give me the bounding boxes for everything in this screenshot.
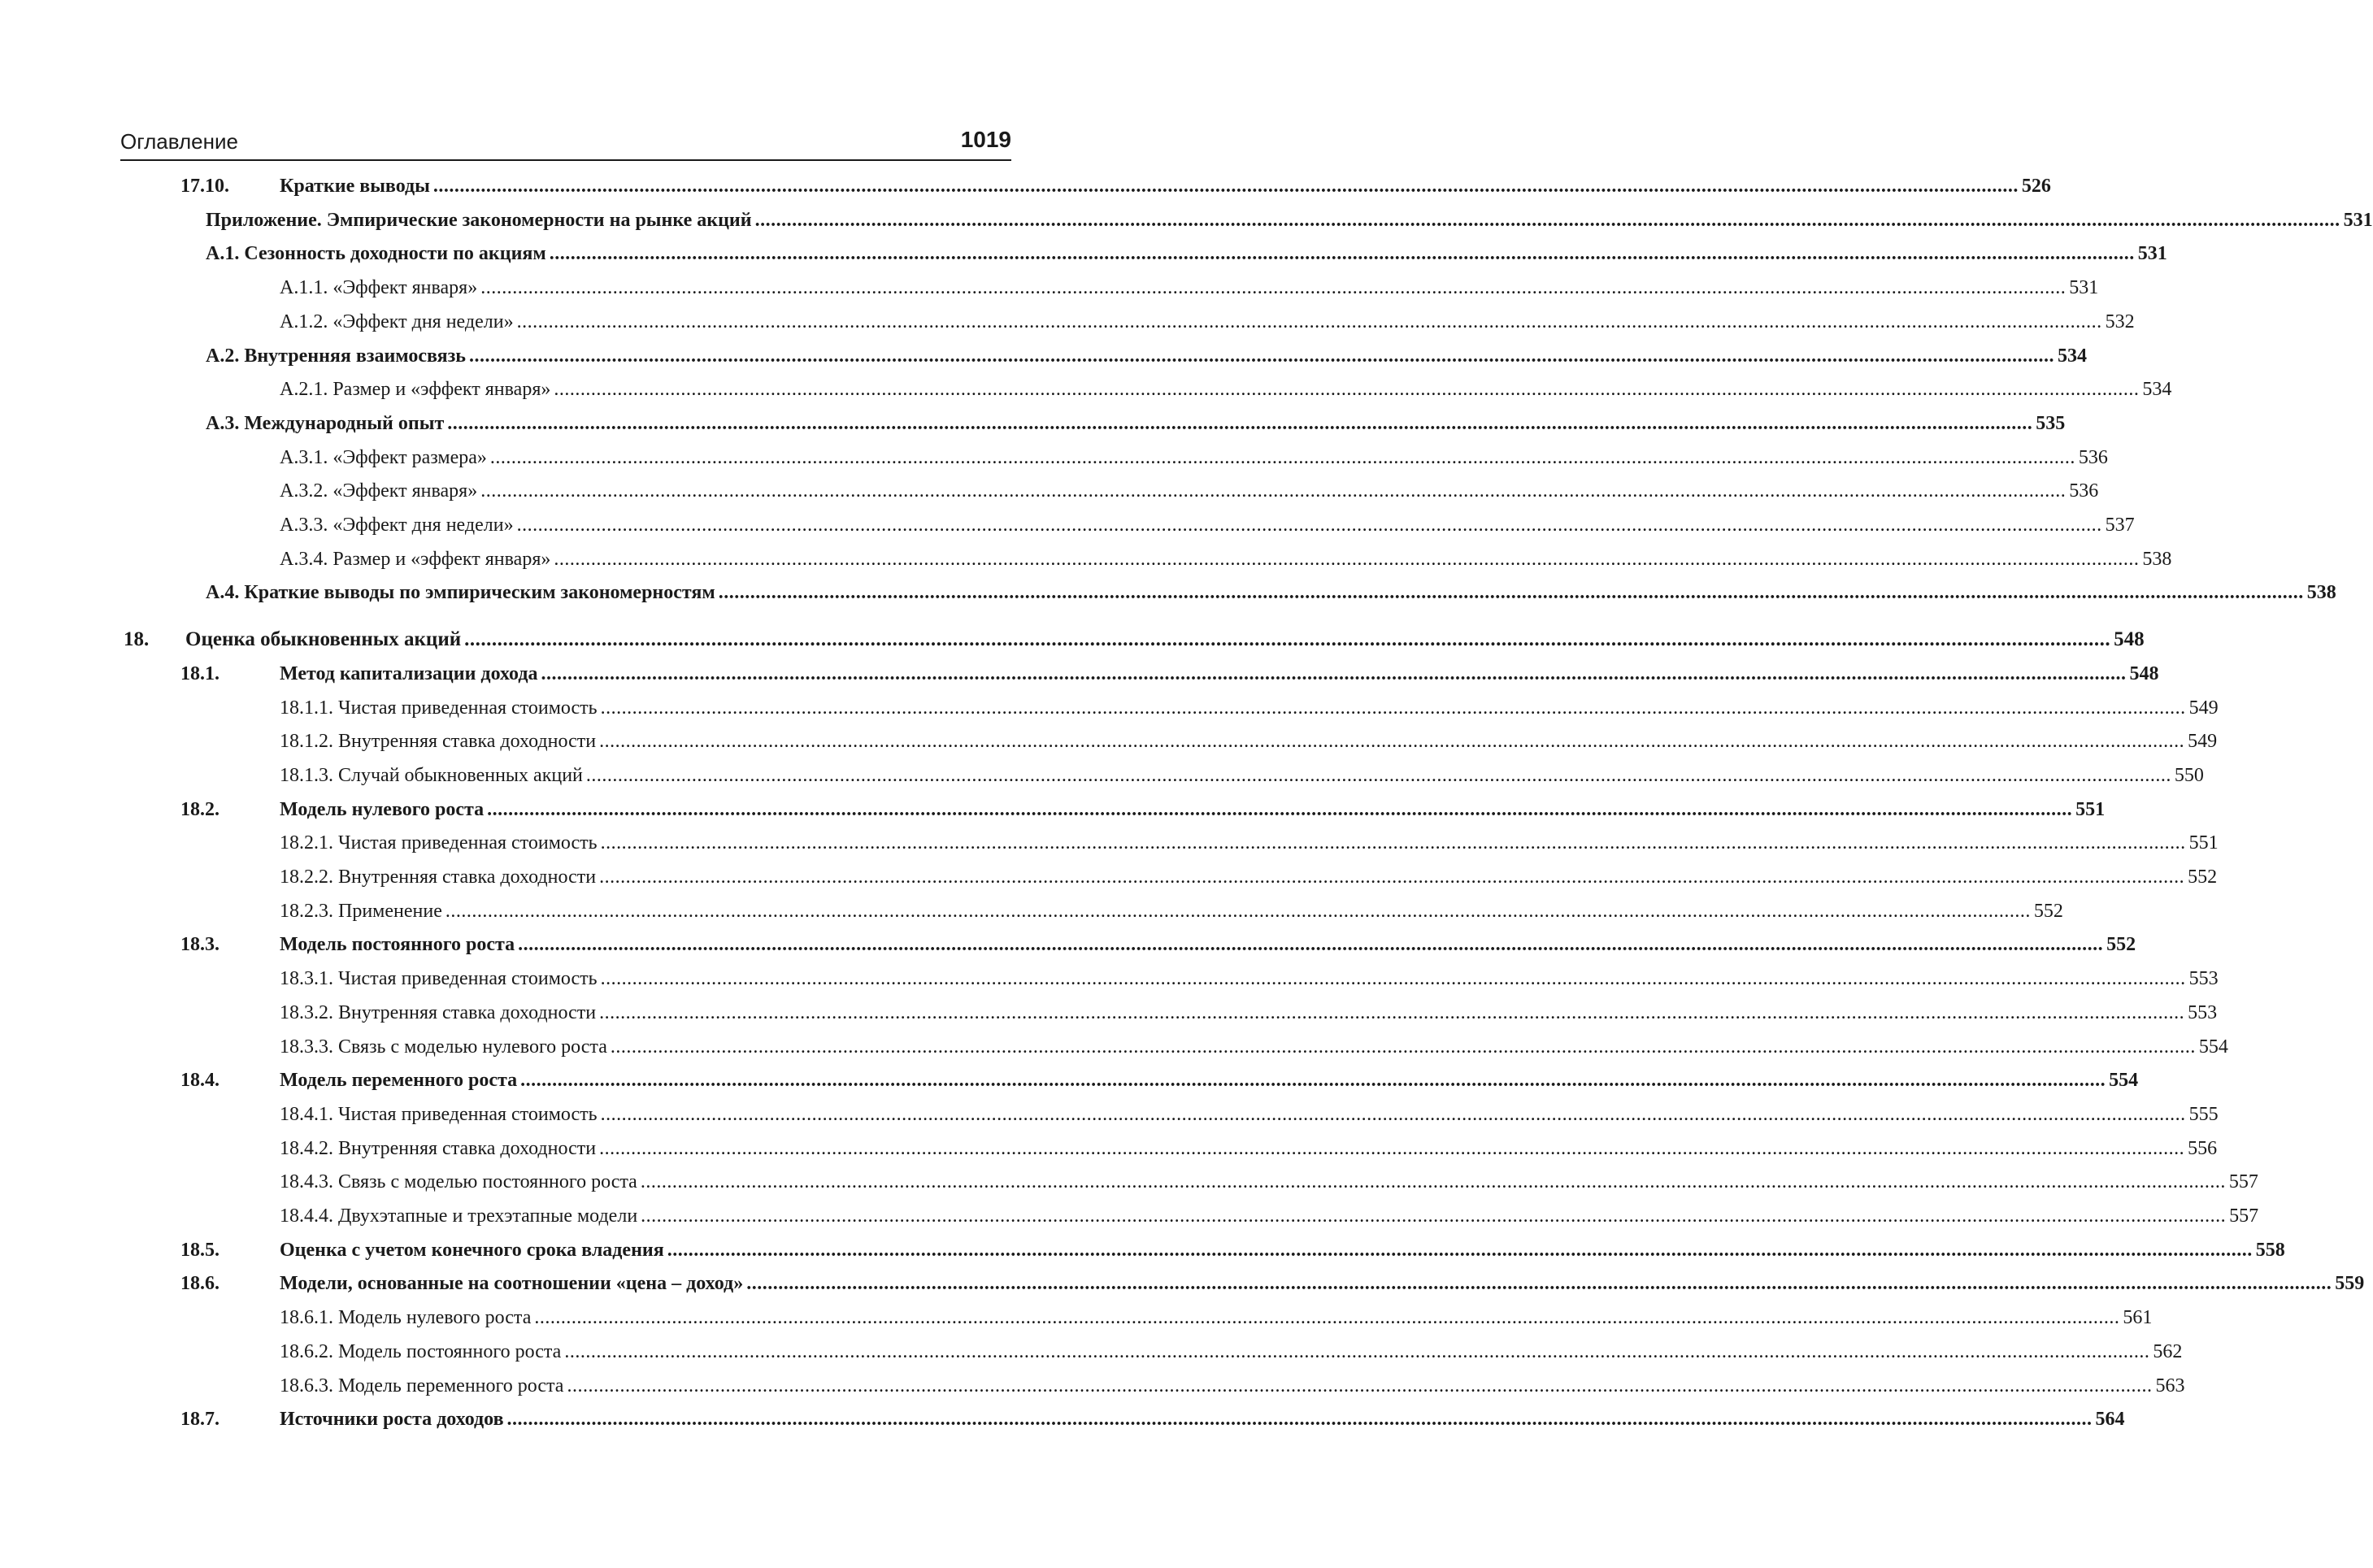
toc-entry-title: 18.1.1. Чистая приведенная стоимость <box>280 697 598 719</box>
toc-entry-page: 554 <box>2198 1036 2228 1058</box>
toc-entry-page: 556 <box>2188 1137 2218 1159</box>
toc-entry <box>0 1032 2228 1062</box>
toc-entry <box>0 476 2099 506</box>
toc-entry <box>0 1066 2139 1095</box>
toc-entry <box>0 1167 2258 1197</box>
toc-entry-page: 548 <box>2129 662 2159 684</box>
toc-entry-title: Краткие выводы <box>280 176 430 197</box>
toc-entry <box>0 1303 2153 1332</box>
toc-entry-number: 18.6. <box>180 1273 219 1295</box>
dot-leader: ............................................................................................................................................................................................................................................................................................................ <box>567 1375 2153 1396</box>
toc-entry <box>0 341 2087 371</box>
dot-leader: ............................................................................................................................................................................................................................................................................................................ <box>754 209 2340 231</box>
toc-entry-page: 537 <box>2105 515 2135 536</box>
toc-entry-page: 554 <box>2109 1070 2139 1092</box>
toc-entry-page: 535 <box>2036 412 2066 434</box>
header-page-number: 1019 <box>960 127 1011 152</box>
dot-leader: ............................................................................................................................................................................................................................................................................................................ <box>599 731 2185 753</box>
toc-entry-title: А.2.1. Размер и «эффект января» <box>280 379 551 401</box>
toc-entry-title: А.4. Краткие выводы по эмпирическим закономерностям <box>206 582 715 604</box>
dot-leader: ............................................................................................................................................................................................................................................................................................................ <box>600 968 2186 990</box>
dot-leader: ............................................................................................................................................................................................................................................................................................................ <box>516 311 2102 332</box>
toc-entry-page: 526 <box>2021 176 2051 197</box>
toc-entry-title: А.3.3. «Эффект дня недели» <box>280 515 514 536</box>
toc-entry-page: 550 <box>2174 764 2204 786</box>
toc-entry-page: 538 <box>2142 548 2172 570</box>
toc-entry <box>0 625 2145 654</box>
dot-leader: ............................................................................................................................................................................................................................................................................................................ <box>554 548 2140 570</box>
dot-leader: ............................................................................................................................................................................................................................................................................................................ <box>600 1103 2186 1125</box>
dot-leader: ............................................................................................................................................................................................................................................................................................................ <box>640 1171 2226 1193</box>
toc-entry-page: 531 <box>2343 209 2373 231</box>
toc-entry <box>0 930 2136 959</box>
toc-entry <box>0 659 2159 688</box>
toc-entry <box>0 1134 2218 1163</box>
toc-entry <box>0 172 2051 201</box>
toc-entry-title: А.3.1. «Эффект размера» <box>280 446 487 468</box>
toc-entry-number: 18.5. <box>180 1239 219 1261</box>
toc-entry-page: 534 <box>2142 379 2172 401</box>
dot-leader: ............................................................................................................................................................................................................................................................................................................ <box>549 243 2135 265</box>
dot-leader: ............................................................................................................................................................................................................................................................................................................ <box>599 1001 2185 1023</box>
toc-entry-title: Метод капитализации дохода <box>280 662 538 684</box>
toc-entry-title: 18.4.3. Связь с моделью постоянного роста <box>280 1171 637 1193</box>
toc-entry <box>0 1201 2259 1231</box>
toc-entry-page: 558 <box>2255 1239 2285 1261</box>
toc-entry-title: Оценка обыкновенных акций <box>185 628 462 651</box>
dot-leader: ............................................................................................................................................................................................................................................................................................................ <box>506 1409 2093 1431</box>
toc-entry <box>0 1337 2183 1366</box>
toc-entry-page: 531 <box>2069 277 2099 299</box>
dot-leader: ............................................................................................................................................................................................................................................................................................................ <box>534 1307 2120 1329</box>
toc-entry-number: 18.2. <box>180 798 219 820</box>
toc-entry <box>0 206 2373 235</box>
toc-entry-number: 18.7. <box>180 1409 219 1431</box>
toc-entry-page: 552 <box>2033 900 2063 922</box>
toc-entry <box>0 1269 2365 1298</box>
dot-leader: ............................................................................................................................................................................................................................................................................................................ <box>480 277 2067 299</box>
toc-entry-title: 18.2.3. Применение <box>280 900 442 922</box>
dot-leader: ............................................................................................................................................................................................................................................................................................................ <box>585 764 2171 786</box>
toc-entry-page: 552 <box>2106 934 2136 956</box>
dot-leader: ............................................................................................................................................................................................................................................................................................................ <box>610 1036 2196 1058</box>
toc-entry <box>0 307 2135 337</box>
toc-entry <box>0 964 2219 993</box>
dot-leader: ............................................................................................................................................................................................................................................................................................................ <box>564 1340 2150 1362</box>
dot-leader: ............................................................................................................................................................................................................................................................................................................ <box>447 412 2033 434</box>
toc-entry-title: 18.4.4. Двухэтапные и трехэтапные модели <box>280 1205 638 1227</box>
toc-entry-number: 18. <box>124 628 150 651</box>
toc-entry <box>0 761 2204 790</box>
dot-leader: ............................................................................................................................................................................................................................................................................................................ <box>520 1070 2106 1092</box>
toc-entry-title: 18.6.2. Модель постоянного роста <box>280 1340 562 1362</box>
toc-entry-page: 549 <box>2188 697 2219 719</box>
toc-entry-page: 553 <box>2188 968 2219 990</box>
toc-entry-title: 18.3.3. Связь с моделью нулевого роста <box>280 1036 607 1058</box>
dot-leader: ............................................................................................................................................................................................................................................................................................................ <box>718 582 2304 604</box>
toc-entry-page: 562 <box>2153 1340 2183 1362</box>
dot-leader: ............................................................................................................................................................................................................................................................................................................ <box>432 176 2019 197</box>
dot-leader: ............................................................................................................................................................................................................................................................................................................ <box>746 1273 2332 1295</box>
dot-leader: ............................................................................................................................................................................................................................................................................................................ <box>516 515 2102 536</box>
toc-entry-page: 557 <box>2228 1171 2258 1193</box>
toc-entry-title: А.1. Сезонность доходности по акциям <box>206 243 546 265</box>
toc-entry-page: 552 <box>2188 867 2218 888</box>
toc-entry-page: 551 <box>2188 832 2219 854</box>
toc-entry-page: 534 <box>2057 345 2087 367</box>
toc-entry-title: Приложение. Эмпирические закономерности на рынке акций <box>206 209 752 231</box>
toc-entry-page: 538 <box>2306 582 2336 604</box>
toc-entry-page: 553 <box>2188 1001 2218 1023</box>
toc-entry <box>0 1236 2285 1265</box>
toc-entry <box>0 828 2219 858</box>
toc-entry <box>0 795 2106 824</box>
toc-entry <box>0 409 2066 438</box>
toc-entry <box>0 1100 2219 1129</box>
toc-entry-page: 563 <box>2155 1375 2185 1396</box>
toc-entry <box>0 578 2336 607</box>
toc-entry <box>0 510 2135 540</box>
toc-entry-title: А.1.2. «Эффект дня недели» <box>280 311 514 332</box>
toc-entry-number: 18.4. <box>180 1070 219 1092</box>
toc-entry-title: А.3.4. Размер и «эффект января» <box>280 548 551 570</box>
toc-entry-page: 549 <box>2188 731 2218 753</box>
toc-entry-page: 561 <box>2123 1307 2153 1329</box>
toc-entry <box>0 273 2099 302</box>
toc-entry-number: 18.1. <box>180 662 219 684</box>
toc-entry-page: 555 <box>2188 1103 2219 1125</box>
toc-entry <box>0 443 2108 472</box>
toc-entry <box>0 375 2172 404</box>
toc-entry-title: А.2. Внутренняя взаимосвязь <box>206 345 466 367</box>
toc-entry-title: 18.6.1. Модель нулевого роста <box>280 1307 532 1329</box>
toc-entry-title: 18.6.3. Модель переменного роста <box>280 1375 564 1396</box>
dot-leader: ............................................................................................................................................................................................................................................................................................................ <box>667 1239 2253 1261</box>
toc-entry-page: 536 <box>2078 446 2108 468</box>
toc-entry-page: 564 <box>2095 1409 2125 1431</box>
dot-leader: ............................................................................................................................................................................................................................................................................................................ <box>480 480 2067 502</box>
toc-entry-title: Оценка с учетом конечного срока владения <box>280 1239 664 1261</box>
toc-entry-title: Источники роста доходов <box>280 1409 504 1431</box>
toc-entry <box>0 897 2063 926</box>
toc-entry-number: 18.3. <box>180 934 219 956</box>
toc-entry-page: 551 <box>2075 798 2106 820</box>
toc-entry-title: А.3. Международный опыт <box>206 412 445 434</box>
toc-entry <box>0 862 2218 892</box>
dot-leader: ............................................................................................................................................................................................................................................................................................................ <box>600 697 2186 719</box>
toc-entry-page: 532 <box>2105 311 2135 332</box>
toc-entry-title: Модели, основанные на соотношении «цена – доход» <box>280 1273 744 1295</box>
toc-entry <box>0 998 2218 1027</box>
dot-leader: ............................................................................................................................................................................................................................................................................................................ <box>464 628 2111 651</box>
toc-entry <box>0 1371 2185 1401</box>
toc-entry-title: Модель постоянного роста <box>280 934 515 956</box>
toc-entry-title: 18.4.2. Внутренняя ставка доходности <box>280 1137 597 1159</box>
toc-entry-title: Модель нулевого роста <box>280 798 485 820</box>
dot-leader: ............................................................................................................................................................................................................................................................................................................ <box>489 446 2075 468</box>
dot-leader: ............................................................................................................................................................................................................................................................................................................ <box>518 934 2104 956</box>
toc-entry-title: 18.4.1. Чистая приведенная стоимость <box>280 1103 598 1125</box>
dot-leader: ............................................................................................................................................................................................................................................................................................................ <box>445 900 2031 922</box>
toc-entry <box>0 727 2218 756</box>
toc-entry <box>0 239 2167 268</box>
toc-entry-title: 18.2.2. Внутренняя ставка доходности <box>280 867 597 888</box>
dot-leader: ............................................................................................................................................................................................................................................................................................................ <box>600 832 2186 854</box>
toc-entry-title: 18.3.1. Чистая приведенная стоимость <box>280 968 598 990</box>
toc-entry-title: А.3.2. «Эффект января» <box>280 480 478 502</box>
toc-entry <box>0 1405 2125 1434</box>
toc-entry-page: 559 <box>2335 1273 2365 1295</box>
dot-leader: ............................................................................................................................................................................................................................................................................................................ <box>487 798 2073 820</box>
toc-entry-title: 18.1.3. Случай обыкновенных акций <box>280 764 583 786</box>
toc-entry-title: 18.3.2. Внутренняя ставка доходности <box>280 1001 597 1023</box>
toc-entry-title: 18.1.2. Внутренняя ставка доходности <box>280 731 597 753</box>
dot-leader: ............................................................................................................................................................................................................................................................................................................ <box>641 1205 2227 1227</box>
toc-entry-page: 548 <box>2114 628 2145 651</box>
toc-entry-number: 17.10. <box>180 176 229 197</box>
toc-entry-title: Модель переменного роста <box>280 1070 518 1092</box>
dot-leader: ............................................................................................................................................................................................................................................................................................................ <box>599 1137 2185 1159</box>
toc-entry-title: А.1.1. «Эффект января» <box>280 277 478 299</box>
toc-entry-page: 557 <box>2229 1205 2259 1227</box>
dot-leader: ............................................................................................................................................................................................................................................................................................................ <box>599 867 2185 888</box>
header-title: Оглавление <box>120 129 238 154</box>
dot-leader: ............................................................................................................................................................................................................................................................................................................ <box>554 379 2140 401</box>
toc-entry-page: 536 <box>2069 480 2099 502</box>
toc-entry <box>0 545 2172 574</box>
toc-entry-title: 18.2.1. Чистая приведенная стоимость <box>280 832 598 854</box>
dot-leader: ............................................................................................................................................................................................................................................................................................................ <box>468 345 2054 367</box>
toc-entry-page: 531 <box>2137 243 2167 265</box>
dot-leader: ............................................................................................................................................................................................................................................................................................................ <box>541 662 2127 684</box>
toc-entry <box>0 693 2219 723</box>
running-header <box>120 122 1011 161</box>
